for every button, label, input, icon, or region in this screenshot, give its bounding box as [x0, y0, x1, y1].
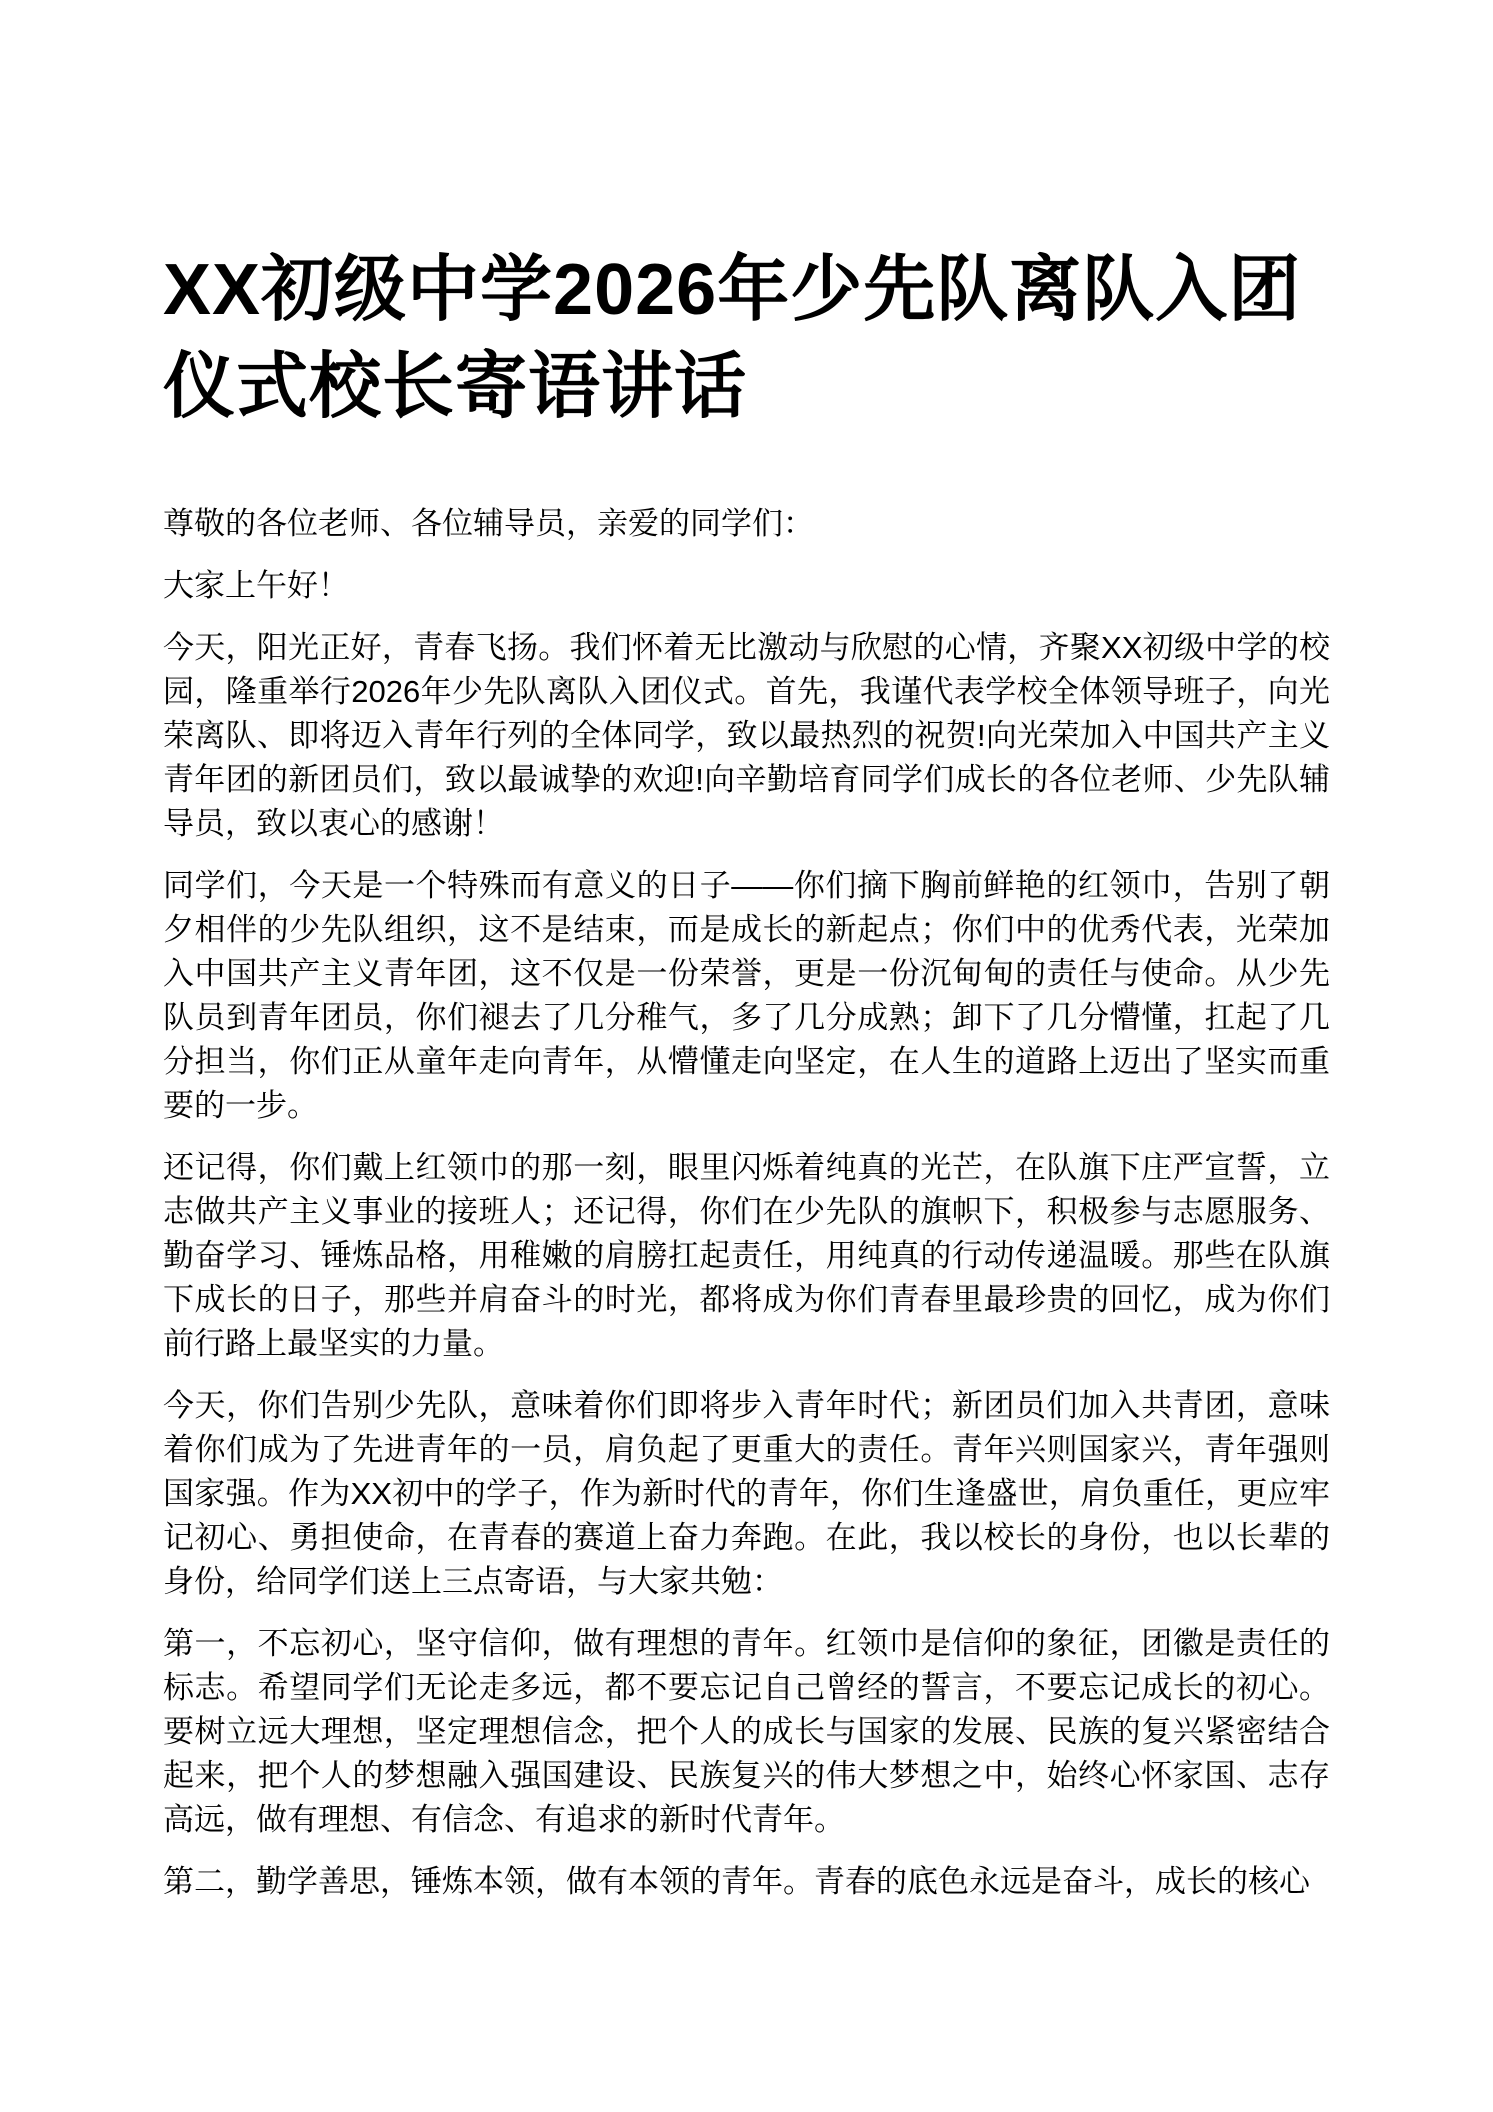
- paragraph-memories: 还记得，你们戴上红领巾的那一刻，眼里闪烁着纯真的光芒，在队旗下庄严宣誓，立志做共产主义事业的接班人；还记得，你们在少先队的旗帜下，积极参与志愿服务、勤奋学习、锤炼品格，用稚嫩的肩膀扛起责任，用纯真的行动传递温暖。那些在队旗下成长的日子，那些并肩奋斗的时光，都将成为你们青春里最珍贵的回忆，成为你们前行路上最坚实的力量。: [163, 1150, 1330, 1361]
- paragraph-first-message: 第一，不忘初心，坚守信仰，做有理想的青年。红领巾是信仰的象征，团徽是责任的标志。希望同学们无论走多远，都不要忘记自己曾经的誓言，不要忘记成长的初心。要树立远大理想，坚定理想信念，把个人的成长与国家的发展、民族的复兴紧密结合起来，把个人的梦想融入强国建设、民族复兴的伟大梦想之中，始终心怀家国、志存高远，做有理想、有信念、有追求的新时代青年。: [163, 1626, 1330, 1837]
- paragraph-greeting: 大家上午好！: [163, 568, 349, 603]
- paragraph-second-message: 第二，勤学善思，锤炼本领，做有本领的青年。青春的底色永远是奋斗，成长的核心: [163, 1864, 1310, 1899]
- paragraph-special-day: 同学们，今天是一个特殊而有意义的日子——你们摘下胸前鲜艳的红领巾，告别了朝夕相伴的少先队组织，这不是结束，而是成长的新起点；你们中的优秀代表，光荣加入中国共产主义青年团，这不仅是一份荣誉，更是一份沉甸甸的责任与使命。从少先队员到青年团员，你们褪去了几分稚气，多了几分成熟；卸下了几分懵懂，扛起了几分担当，你们正从童年走向青年，从懵懂走向坚定，在人生的道路上迈出了坚实而重要的一步。: [163, 868, 1330, 1123]
- paragraph-responsibility: 今天，你们告别少先队，意味着你们即将步入青年时代；新团员们加入共青团，意味着你们成为了先进青年的一员，肩负起了更重大的责任。青年兴则国家兴，青年强则国家强。作为XX初中的学子，作为新时代的青年，你们生逢盛世，肩负重任，更应牢记初心、勇担使命，在青春的赛道上奋力奔跑。在此，我以校长的身份，也以长辈的身份，给同学们送上三点寄语，与大家共勉：: [163, 1388, 1330, 1599]
- paragraph-opening: 今天，阳光正好，青春飞扬。我们怀着无比激动与欣慰的心情，齐聚XX初级中学的校园，隆重举行2026年少先队离队入团仪式。首先，我谨代表学校全体领导班子，向光荣离队、即将迈入青年行列的全体同学，致以最热烈的祝贺!向光荣加入中国共产主义青年团的新团员们，致以最诚挚的欢迎!向辛勤培育同学们成长的各位老师、少先队辅导员，致以衷心的感谢！: [163, 630, 1330, 841]
- document-title: XX初级中学2026年少先队离队入团仪式校长寄语讲话: [163, 250, 1302, 427]
- document-page: [163, 0, 1330, 1922]
- paragraph-salutation: 尊敬的各位老师、各位辅导员，亲爱的同学们：: [163, 506, 814, 541]
